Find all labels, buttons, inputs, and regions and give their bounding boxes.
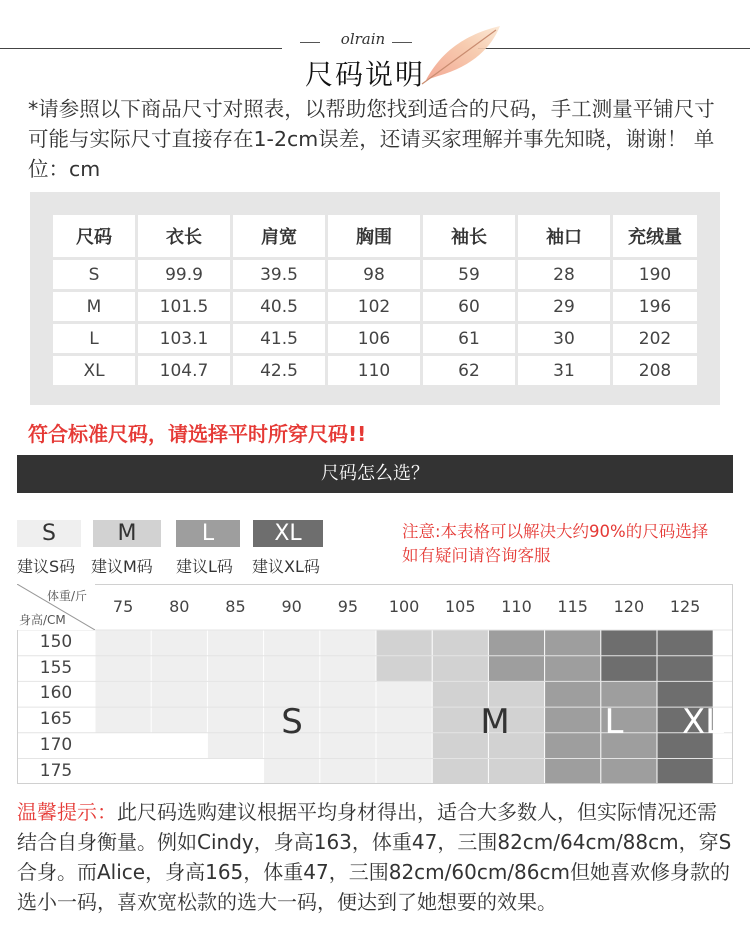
header-line-right [478, 48, 750, 49]
page-title: 尺码说明 [304, 58, 425, 91]
header-cell: 袖口 [518, 215, 610, 257]
zone-label-l: L [604, 702, 624, 742]
header-cell: 衣长 [138, 215, 230, 257]
note-line: 如有疑问请咨询客服 [402, 546, 551, 565]
table-cell: 98 [328, 260, 420, 289]
table-cell: 28 [518, 260, 610, 289]
zone-s-cell [95, 656, 376, 682]
size-table-panel [30, 192, 720, 405]
intro-text: *请参照以下商品尺寸对照表，以帮助您找到适合的尺码，手工测量平铺尺寸可能与实际尺寸直接存在1-2cm误差，还请买家理解并事先知晓，谢谢！ 单位：cm [28, 97, 715, 181]
height-header-cell: 160 [39, 683, 73, 704]
header-cell: 肩宽 [233, 215, 325, 257]
header-cell: 充绒量 [613, 215, 697, 257]
legend-swatch-xl: XL [253, 520, 323, 547]
legend-caption-l: 建议L码 [176, 557, 233, 576]
legend-swatch-m: M [93, 520, 161, 547]
table-cell: 60 [423, 292, 515, 321]
table-cell: 42.5 [233, 356, 325, 385]
zone-label-xl: XL [681, 702, 725, 742]
table-cell: 30 [518, 324, 610, 353]
brand-dash-left [300, 42, 320, 43]
table-cell: 208 [613, 356, 697, 385]
tip-label: 温馨提示： [17, 800, 117, 824]
table-row [53, 324, 697, 353]
zone-label-m: M [480, 702, 510, 742]
table-cell: 101.5 [138, 292, 230, 321]
table-row [53, 292, 697, 321]
table-row [53, 260, 697, 289]
table-cell: 106 [328, 324, 420, 353]
legend-caption-s: 建议S码 [17, 557, 76, 576]
table-cell: XL [53, 356, 135, 385]
table-cell: 103.1 [138, 324, 230, 353]
weight-header-cell: 85 [225, 597, 246, 616]
table-cell: 41.5 [233, 324, 325, 353]
header-cell: 胸围 [328, 215, 420, 257]
size-table-header [53, 215, 697, 257]
weight-header-cell: 80 [169, 597, 190, 616]
header-cell: 尺码 [53, 215, 135, 257]
table-cell: 99.9 [138, 260, 230, 289]
weight-header-cell: 75 [112, 597, 134, 616]
table-cell: 29 [518, 292, 610, 321]
zone-empty-cell [207, 759, 263, 785]
legend-caption-xl: 建议XL码 [252, 557, 320, 576]
table-cell: M [53, 292, 135, 321]
weight-header-cell: 105 [445, 597, 476, 616]
table-cell: 110 [328, 356, 420, 385]
legend-swatch-s: S [17, 520, 81, 547]
weight-header-cell: 90 [281, 597, 302, 616]
size-note [402, 520, 708, 568]
header-cell: 袖长 [423, 215, 515, 257]
section-title-bar: 尺码怎么选？ [17, 455, 733, 493]
table-cell: S [53, 260, 135, 289]
weight-header-cell: 115 [557, 597, 588, 616]
weight-header-cell: 100 [388, 597, 420, 616]
table-cell: 104.7 [138, 356, 230, 385]
corner-height-label: 身高/CM [19, 613, 66, 627]
feather-icon [418, 18, 508, 88]
table-cell: 202 [613, 324, 697, 353]
note-line: 注意:本表格可以解决大约90%的尺码选择 [402, 522, 709, 541]
zone-label-s: S [281, 702, 303, 742]
table-cell: 59 [423, 260, 515, 289]
height-header-cell: 175 [39, 760, 73, 781]
grid-corner [17, 584, 95, 630]
weight-header-cell: 110 [501, 597, 532, 616]
table-cell: 39.5 [233, 260, 325, 289]
height-header-cell: 155 [39, 657, 73, 678]
size-warning: 符合标准尺码，请选择平时所穿尺码!! [28, 422, 367, 446]
table-cell: 61 [423, 324, 515, 353]
tip-paragraph [17, 797, 733, 917]
height-header-cell: 150 [39, 632, 73, 652]
header-line-left [0, 48, 282, 49]
table-cell: L [53, 324, 135, 353]
tip-text: 此尺码选购建议根据平均身材得出，适合大多数人，但实际情况还需结合自身衡量。例如Cindy，身高163，体重47，三围82cm/64cm/88cm，穿S合身。而Alice，身高165，体重47，三围82cm/60cm/86cm但她喜欢修身款的选小一码，喜欢宽松款的选大一码，便达到了她想要的效果。 [17, 800, 732, 914]
weight-header-cell: 125 [669, 597, 701, 616]
height-header-cell: 170 [39, 734, 73, 755]
table-cell: 31 [518, 356, 610, 385]
table-cell: 190 [613, 260, 697, 289]
height-header-cell: 165 [39, 709, 73, 730]
table-cell: 62 [423, 356, 515, 385]
legend-swatch-l: L [176, 520, 240, 547]
size-table [50, 212, 700, 388]
table-row [53, 356, 697, 385]
table-cell: 196 [613, 292, 697, 321]
table-cell: 102 [328, 292, 420, 321]
legend-caption-m: 建议M码 [91, 557, 153, 576]
brand-logo: olrain [340, 30, 386, 48]
size-selection-grid [17, 584, 733, 784]
zone-s-cell [95, 630, 376, 656]
table-cell: 40.5 [233, 292, 325, 321]
weight-header-cell: 120 [613, 597, 645, 616]
weight-header-cell: 95 [337, 597, 359, 616]
corner-weight-label: 体重/斤 [47, 589, 88, 603]
